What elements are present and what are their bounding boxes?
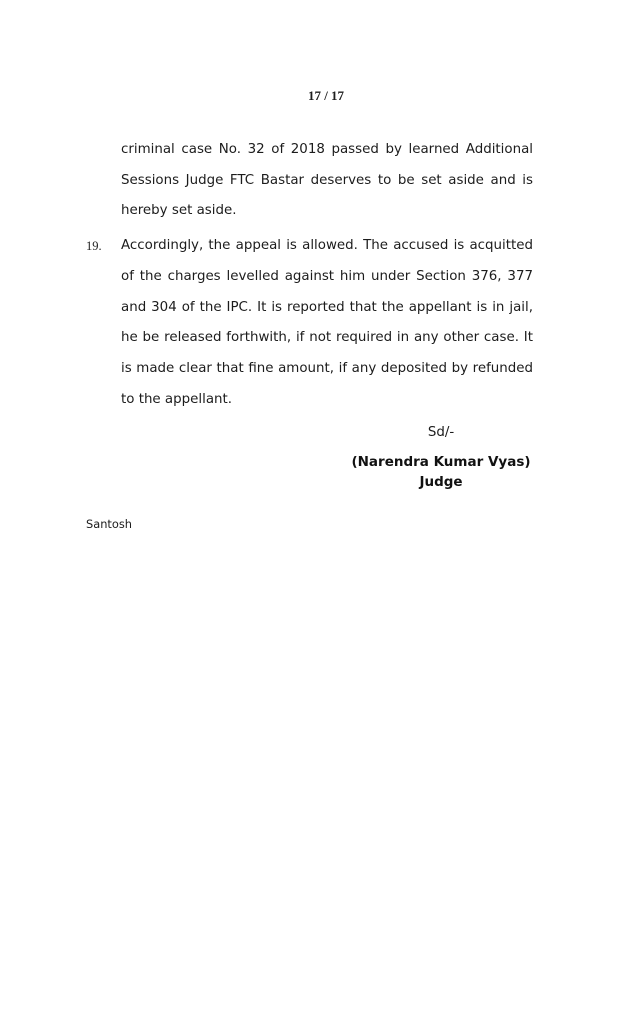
paragraph-text: criminal case No. 32 of 2018 passed by learned Additional Sessions Judge FTC Bastar deserves to be set aside and is hereby set aside. [121, 142, 533, 219]
page-number: 17 / 17 [307, 88, 345, 103]
judge-name: (Narendra Kumar Vyas) [351, 454, 531, 470]
document-body [86, 135, 533, 415]
paragraph-19 [86, 231, 533, 415]
signature-block [351, 423, 531, 492]
paragraph-number: 19. [86, 239, 102, 254]
footer-typist-name: Santosh [86, 517, 133, 531]
paragraph-continuation [86, 135, 533, 227]
paragraph-text: Accordingly, the appeal is allowed. The accused is acquitted of the charges levelled against him under Section 376, 377 and 304 of the IPC. It is reported that the appellant is in jail, he be released forthwith, if not required in any other case. It is made clear that fine amount, if any deposited by refunded to the appellant. [121, 238, 533, 407]
signature-sd-line: Sd/- [427, 425, 455, 440]
judge-title: Judge [419, 474, 463, 490]
